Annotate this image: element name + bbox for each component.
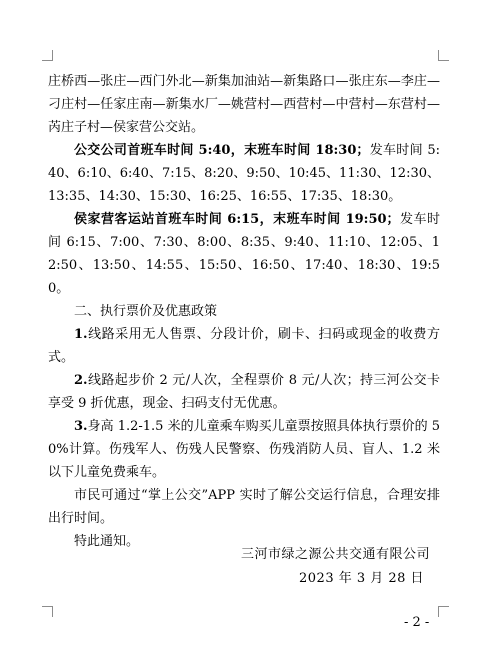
- app-notice-paragraph: 市民可通过“掌上公交”APP 实时了解公交运行信息，合理安排出行时间。: [48, 488, 440, 526]
- policy-2-text: 线路起步价 2 元/人次，全程票价 8 元/人次；持三河公交卡享受 9 折优惠，现金、扫码支付无优惠。: [48, 373, 440, 411]
- crop-mark-bottom-left: [42, 606, 53, 617]
- policy-1-number: 1.: [74, 327, 88, 342]
- signature-organization: 三河市绿之源公共交通有限公司: [241, 547, 431, 562]
- policy-2-number: 2.: [74, 373, 88, 388]
- policy-3-number: 3.: [74, 419, 88, 434]
- document-body: [48, 70, 440, 553]
- crop-mark-bottom-right: [438, 606, 449, 617]
- signature-date: 2023 年 3 月 28 日: [299, 571, 425, 586]
- hou-station-schedule: [48, 208, 440, 300]
- policy-1-text: 线路采用无人售票、分段计价，刷卡、扫码或现金的收费方式。: [48, 327, 440, 365]
- closing-line: 特此通知。: [74, 534, 140, 549]
- bus-company-schedule: [48, 139, 440, 208]
- crop-mark-top-left: [42, 50, 53, 61]
- hou-station-heading: 侯家营客运站首班车时间 6:15，末班车时间 19:50；: [74, 212, 400, 227]
- bus-company-times: 发车时间 5:40、6:10、6:40、7:15、8:20、9:50、10:45、11:30、12:30、13:35、14:30、15:30、16:25、16:55、17:35、18:30。: [48, 143, 440, 204]
- policy-3-text: 身高 1.2-1.5 米的儿童乘车购买儿童票按照具体执行票价的 50%计算。伤残军人、伤残人民警察、伤残消防人员、盲人、1.2 米以下儿童免费乘车。: [48, 419, 440, 480]
- hou-station-times: 发车时间 6:15、7:00、7:30、8:00、8:35、9:40、11:10、12:05、12:50、13:50、14:55、15:50、16:50、17:40、18:30、19:50。: [48, 212, 440, 296]
- policy-item-3: [48, 415, 440, 484]
- policy-item-1: [48, 323, 440, 369]
- section-2-title: 二、执行票价及优惠政策: [74, 304, 218, 319]
- bus-company-heading: 公交公司首班车时间 5:40，末班车时间 18:30；: [74, 143, 370, 158]
- crop-mark-top-right: [438, 50, 449, 61]
- route-stops-paragraph: 庄桥西—张庄—西门外北—新集加油站—新集路口—张庄东—李庄—刁庄村—任家庄南—新集水厂—姚营村—西营村—中营村—东营村—芮庄子村—侯家营公交站。: [48, 74, 440, 135]
- policy-item-2: [48, 369, 440, 415]
- page-number: - 2 -: [404, 615, 430, 630]
